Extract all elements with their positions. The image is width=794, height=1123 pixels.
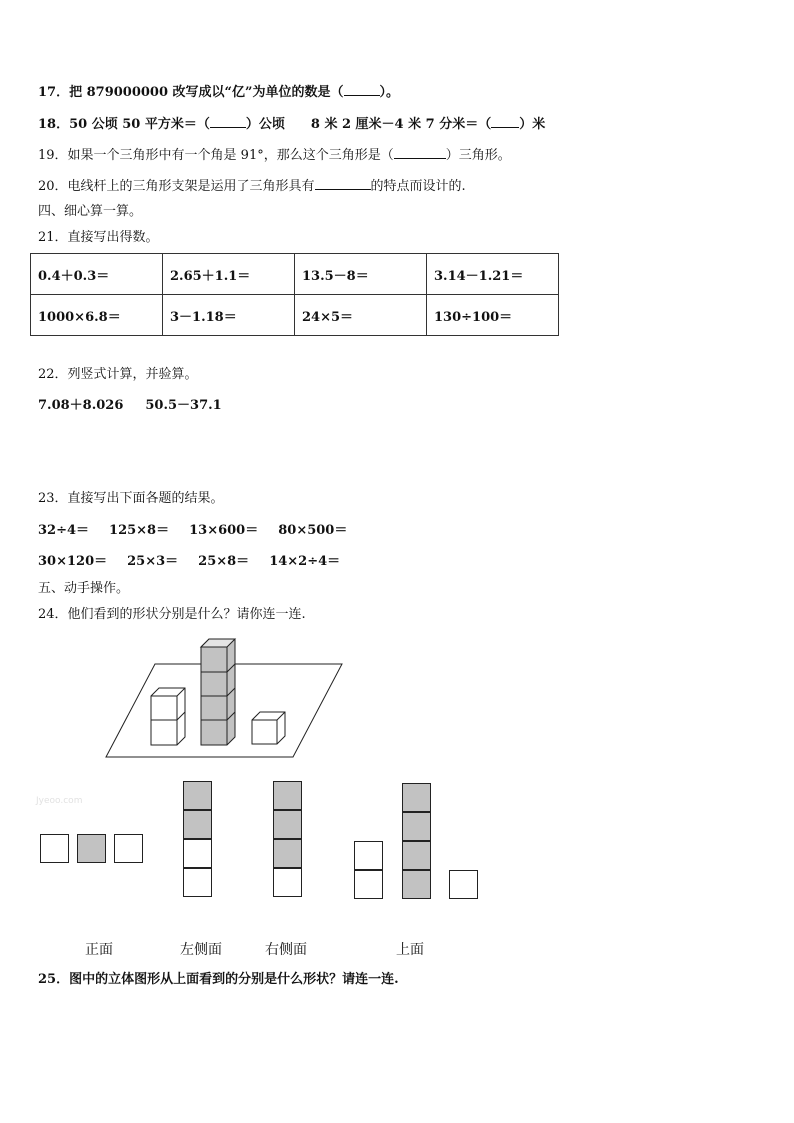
calc-cell: 24×5＝ [295, 295, 427, 336]
view-square-gray [402, 870, 431, 899]
q23-item: 125×8＝ [109, 523, 170, 538]
q18-part-d: ）米 [519, 117, 546, 132]
q18-part-a: 18．50 公顷 50 平方米＝（ [38, 117, 210, 132]
q22-expr-1: 7.08＋8.026 [38, 398, 124, 413]
view-square-gray [183, 810, 212, 839]
view-square [183, 868, 212, 897]
calc-cell: 13.5－8＝ [295, 254, 427, 295]
calc-cell: 0.4＋0.3＝ [31, 254, 163, 295]
q23-item: 30×120＝ [38, 554, 108, 569]
question-21-title: 21．直接写出得数。 [38, 230, 159, 245]
q23-item: 13×600＝ [189, 523, 259, 538]
q22-expr-2: 50.5－37.1 [145, 398, 222, 413]
question-24-title: 24．他们看到的形状分别是什么？请你连一连. [38, 607, 306, 622]
left-cube-stack [151, 688, 185, 745]
calc-cell: 1000×6.8＝ [31, 295, 163, 336]
question-25-title: 25．图中的立体图形从上面看到的分别是什么形状？请连一连. [38, 972, 399, 987]
view-square-gray [402, 812, 431, 841]
question-23-title: 23．直接写出下面各题的结果。 [38, 491, 224, 506]
label-right-view[interactable]: 右侧面 [265, 942, 307, 958]
calc-cell: 3.14－1.21＝ [427, 254, 559, 295]
q18-part-c: 8 米 2 厘米－4 米 7 分米＝（ [310, 117, 492, 132]
q17-text: 17．把 879000000 改写成以“亿”为单位的数是（ [38, 85, 344, 100]
q19-suffix: ）三角形。 [445, 148, 511, 163]
q20-text: 20．电线杆上的三角形支架是运用了三角形具有 [38, 179, 315, 194]
label-front-view[interactable]: 正面 [85, 942, 113, 958]
view-square-gray [273, 781, 302, 810]
tall-cube-stack [201, 639, 235, 745]
section-4-title: 四、细心算一算。 [38, 204, 143, 219]
q20-suffix: 的特点而设计的. [370, 179, 466, 194]
view-square [449, 870, 478, 899]
view-square [354, 870, 383, 899]
q23-item: 25×8＝ [198, 554, 250, 569]
view-square-gray [402, 841, 431, 870]
single-cube [252, 712, 285, 744]
q23-item: 80×500＝ [278, 523, 348, 538]
view-square [183, 839, 212, 868]
view-square-gray [183, 781, 212, 810]
view-square-gray [402, 783, 431, 812]
view-square-gray [273, 810, 302, 839]
label-top-view[interactable]: 上面 [396, 942, 424, 958]
section-5-title: 五、动手操作。 [38, 581, 130, 596]
calc-cell: 2.65＋1.1＝ [163, 254, 295, 295]
view-square [273, 868, 302, 897]
view-square-gray [273, 839, 302, 868]
q18-part-b: ）公顷 [245, 117, 285, 132]
view-square [40, 834, 69, 863]
q23-item: 32÷4＝ [38, 523, 90, 538]
q19-text: 19．如果一个三角形中有一个角是 91°，那么这个三角形是（ [38, 148, 394, 163]
q23-item: 25×3＝ [127, 554, 179, 569]
view-square [354, 841, 383, 870]
q23-item: 14×2÷4＝ [269, 554, 341, 569]
watermark: Jyeoo.com [36, 796, 83, 806]
label-left-view[interactable]: 左侧面 [180, 942, 222, 958]
question-22-title: 22．列竖式计算，并验算。 [38, 367, 198, 382]
view-square-gray [77, 834, 106, 863]
q17-suffix: ）。 [379, 85, 400, 100]
calc-cell: 3－1.18＝ [163, 295, 295, 336]
calc-cell: 130÷100＝ [427, 295, 559, 336]
view-square [114, 834, 143, 863]
